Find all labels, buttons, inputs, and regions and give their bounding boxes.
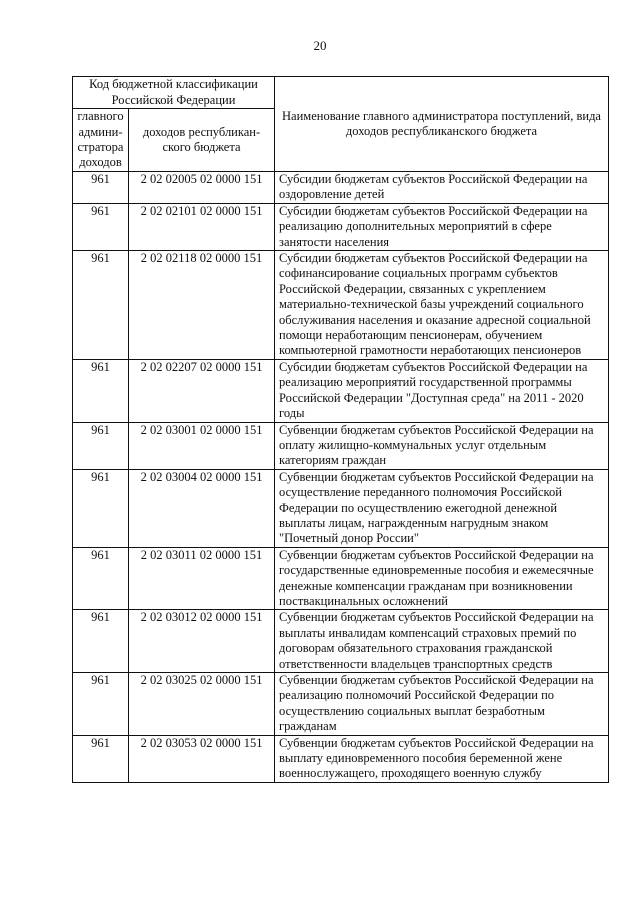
administrator-code-cell: 961 [73,359,129,422]
revenue-description-cell: Субсидии бюджетам субъектов Российской Федерации на реализацию мероприятий государственной программы Российской Федерации "Доступная среда" на 2011 - 2020 годы [275,359,609,422]
administrator-code-cell: 961 [73,547,129,610]
revenue-code-cell: 2 02 03025 02 0000 151 [129,673,275,736]
administrator-code-cell: 961 [73,172,129,204]
table-row [73,673,609,736]
table-body [73,172,609,783]
revenue-description-cell: Субвенции бюджетам субъектов Российской Федерации на выплаты инвалидам компенсаций страховых премий по договорам обязательного страхования гражданской ответственности владельцев транспортных средств [275,610,609,673]
page-number: 20 [313,38,327,53]
table-row [73,469,609,547]
administrator-code-cell: 961 [73,251,129,360]
revenue-description-cell: Субвенции бюджетам субъектов Российской Федерации на государственные единовременные пособия и ежемесячные денежные компенсации гражданам при возникновении поствакцинальных осложнений [275,547,609,610]
revenue-description-cell: Субсидии бюджетам субъектов Российской Федерации на реализацию дополнительных мероприятий в сфере занятости населения [275,203,609,250]
administrator-code-cell: 961 [73,469,129,547]
table-row [73,359,609,422]
administrator-code-cell: 961 [73,203,129,250]
budget-classification-table [72,76,609,783]
revenue-code-cell: 2 02 03001 02 0000 151 [129,422,275,469]
table-header-row-group [73,77,609,109]
table-row [73,251,609,360]
header-administrator-name: Наименование главного администратора поступлений, вида доходов республиканского бюджета [275,77,609,172]
revenue-code-cell: 2 02 02118 02 0000 151 [129,251,275,360]
table-row [73,735,609,782]
header-chief-administrator: главного админи-стратора доходов [73,109,129,172]
revenue-description-cell: Субвенции бюджетам субъектов Российской Федерации на осуществление переданного полномочия Российской Федерации по осуществлению ежегодной денежной выплаты лицам, награжденным нагрудным знаком "Почетный донор России" [275,469,609,547]
revenue-code-cell: 2 02 02005 02 0000 151 [129,172,275,204]
revenue-description-cell: Субвенции бюджетам субъектов Российской Федерации на выплату единовременного пособия беременной жене военнослужащего, проходящего военную службу [275,735,609,782]
revenue-code-cell: 2 02 03053 02 0000 151 [129,735,275,782]
revenue-description-cell: Субсидии бюджетам субъектов Российской Федерации на оздоровление детей [275,172,609,204]
revenue-code-cell: 2 02 03012 02 0000 151 [129,610,275,673]
header-budget-classification-code: Код бюджетной классификации Российской Федерации [73,77,275,109]
table-row [73,547,609,610]
table-row [73,422,609,469]
administrator-code-cell: 961 [73,673,129,736]
revenue-description-cell: Субвенции бюджетам субъектов Российской Федерации на оплату жилищно-коммунальных услуг отдельным категориям граждан [275,422,609,469]
revenue-description-cell: Субсидии бюджетам субъектов Российской Федерации на софинансирование социальных программ субъектов Российской Федерации, связанных с укреплением материально-технической базы учреждений социального обслуживания населения и оказание адресной социальной помощи неработающим пенсионерам, обучением компьютерной грамотности неработающих пенсионеров [275,251,609,360]
revenue-code-cell: 2 02 03004 02 0000 151 [129,469,275,547]
table-row [73,203,609,250]
administrator-code-cell: 961 [73,610,129,673]
table-row [73,172,609,204]
administrator-code-cell: 961 [73,735,129,782]
table-row [73,610,609,673]
revenue-code-cell: 2 02 02101 02 0000 151 [129,203,275,250]
administrator-code-cell: 961 [73,422,129,469]
revenue-description-cell: Субвенции бюджетам субъектов Российской Федерации на реализацию полномочий Российской Федерации по осуществлению социальных выплат безработным гражданам [275,673,609,736]
revenue-code-cell: 2 02 03011 02 0000 151 [129,547,275,610]
revenue-code-cell: 2 02 02207 02 0000 151 [129,359,275,422]
header-republican-budget-revenue: доходов республикан-ского бюджета [129,109,275,172]
table-header [73,77,609,172]
